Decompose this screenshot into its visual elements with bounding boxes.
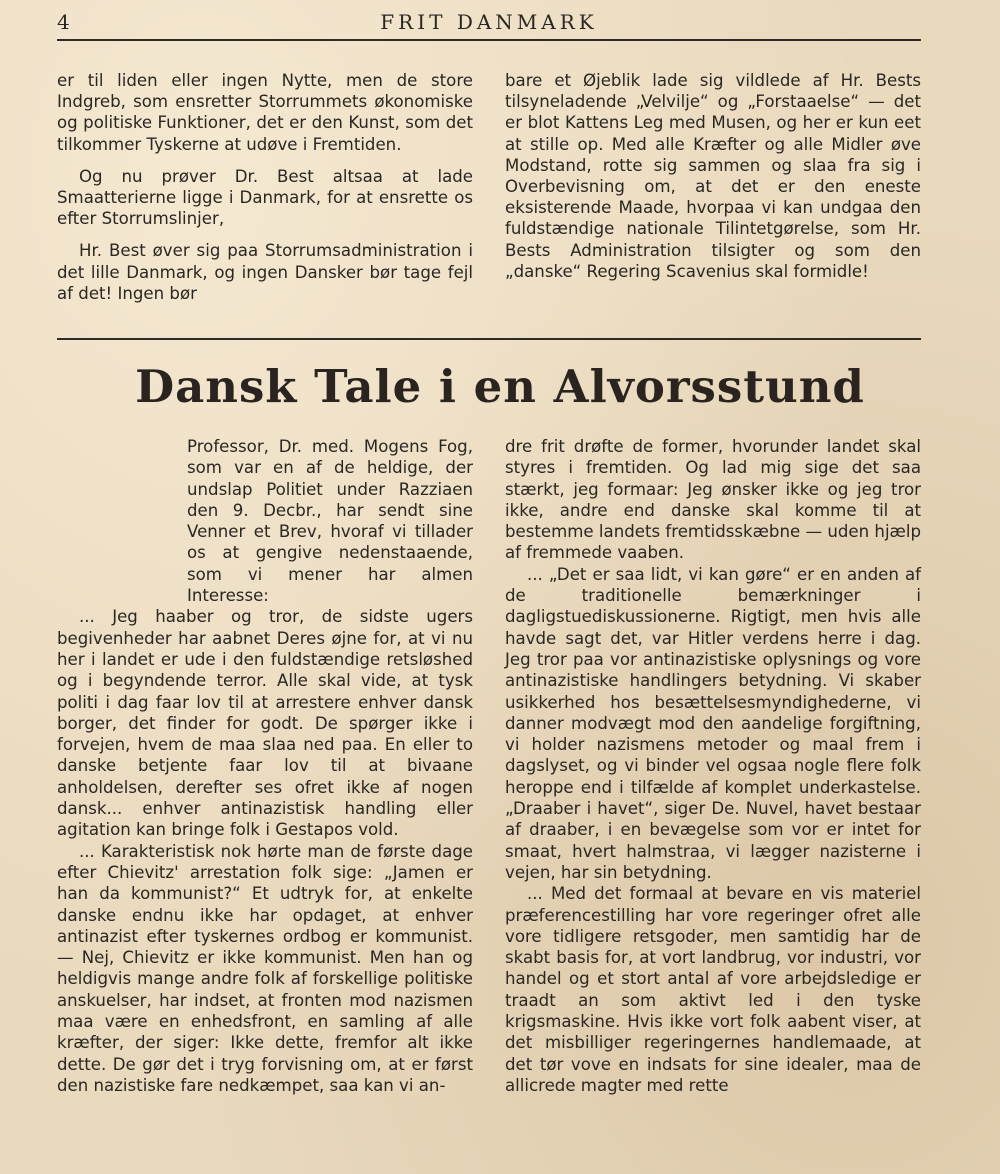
paragraph: ... Karakteristisk nok hørte man de første dage efter Chievitz' arrestation folk sige: „Jamen er han da kommunist?“ Et udtryk for, at enkelte danske endnu ikke har opdaget, at enhver antinazist efter tyskernes ordbog er kommunist. — Nej, Chievitz er ikke kommunist. Men han og heldigvis mange andre folk af forskellige politiske anskuelser, har indset, at fronten mod nazismen maa være en enhedsfront, en samling af alle kræfter, der siger: Ikke dette, fremfor alt ikke dette. De gør det i tryg forvisning om, at er først den nazistiske fare nedkæmpet, saa kan vi an- [57,841,473,1095]
article-left-column [57,436,473,1096]
header-rule [57,39,921,41]
page-number: 4 [57,10,70,34]
paragraph: ... „Det er saa lidt, vi kan gøre“ er en anden af de traditionelle bemærkninger i dagligstuediskussionerne. Rigtigt, men hvis alle havde sagt det, var Hitler verdens herre i dag. Jeg tror paa vor antinazistiske oplysnings og vore antinazistiske handlingers betydning. Vi skaber usikkerhed hos besættelsesmyndighederne, vi danner modvægt mod den aandelige forgiftning, vi holder nazismens metoder og maal frem i dagslyset, og vi binder vel ogsaa nogle flere folk heroppe end i tilfælde af komplet underkastelse. „Draaber i havet“, siger De. Nuvel, havet bestaar af draaber, i en bevægelse som vor er intet for smaat, hvert halmstraa, vi lægger nazisterne i vejen, har sin betydning. [505,564,921,882]
article-title: Dansk Tale i en Alvorsstund [135,360,865,413]
paragraph: er til liden eller ingen Nytte, men de store Indgreb, som ensretter Storrummets økonomiske og politiske Funktioner, det er den Kunst, som det tilkommer Tyskerne at udøve i Fremtiden. [57,71,473,154]
paragraph: bare et Øjeblik lade sig vildlede af Hr. Bests tilsyneladende „Velvilje“ og „Forstaaelse“ — det er blot Kattens Leg med Musen, og her er kun eet at stille op. Med alle Kræfter og alle Midler øve Modstand, rotte sig sammen og slaa fra sig i Overbevisning om, at det er den eneste eksisterende Maade, hvorpaa vi kan undgaa den fuldstændige nationale Tilintetgørelse, som Hr. Bests Administration tilsigter og som den „danske“ Regering Scavenius skal formidle! [505,71,921,281]
paragraph: dre frit drøfte de former, hvorunder landet skal styres i fremtiden. Og lad mig sige det saa stærkt, jeg formaar: Jeg ønsker ikke og jeg tror ikke, andre end danske skal komme til at bestemme landets fremtidsskæbne — uden hjælp af fremmede vaaben. [505,437,921,563]
section-rule [57,338,921,340]
page-header [57,10,921,40]
article-right-column [505,436,921,1096]
article-intro: Professor, Dr. med. Mogens Fog, som var en af de heldige, der undslap Politiet under Razziaen den 9. Decbr., har sendt sine Venner et Brev, hvoraf vi tillader os at gengive nedenstaaende, som vi mener har almen Interesse: [187,437,473,606]
masthead: FRIT DANMARK [380,10,598,34]
top-right-column [505,70,921,293]
paragraph: ... Med det formaal at bevare en vis materiel præferencestilling har vore regeringer ofret alle vore tidligere retsgoder, men samtidig har de skabt basis for, at vort landbrug, vor industri, vor handel og et stort antal af vore arbejdsledige er traadt an som aktivt led i den tyske krigsmaskine. Hvis ikke vort folk aabent viser, at det misbilliger regeringernes handlemaade, at det tør vove en indsats for sine idealer, maa de allicrede magter med rette [505,884,921,1095]
top-left-column [57,70,473,315]
paragraph: Og nu prøver Dr. Best altsaa at lade Smaatterierne ligge i Danmark, for at ensrette os efter Storrumslinjer, [57,166,473,229]
paragraph: Hr. Best øver sig paa Storrumsadministration i det lille Danmark, og ingen Dansker bør tage fejl af det! Ingen bør [57,241,473,303]
paragraph: ... Jeg haaber og tror, de sidste ugers begivenheder har aabnet Deres øjne for, at vi nu her i landet er ude i den fuldstændige retsløshed og i begyndende terror. Alle skal vide, at tysk politi i dag faar lov til at arrestere enhver dansk borger, det finder for godt. De spørger ikke i forvejen, hvem de maa slaa ned paa. En eller to danske betjente faar lov til at bivaane anholdelsen, derefter ses ofret ikke af nogen dansk... enhver antinazistisk handling eller agitation kan bringe folk i Gestapos vold. [57,607,473,840]
